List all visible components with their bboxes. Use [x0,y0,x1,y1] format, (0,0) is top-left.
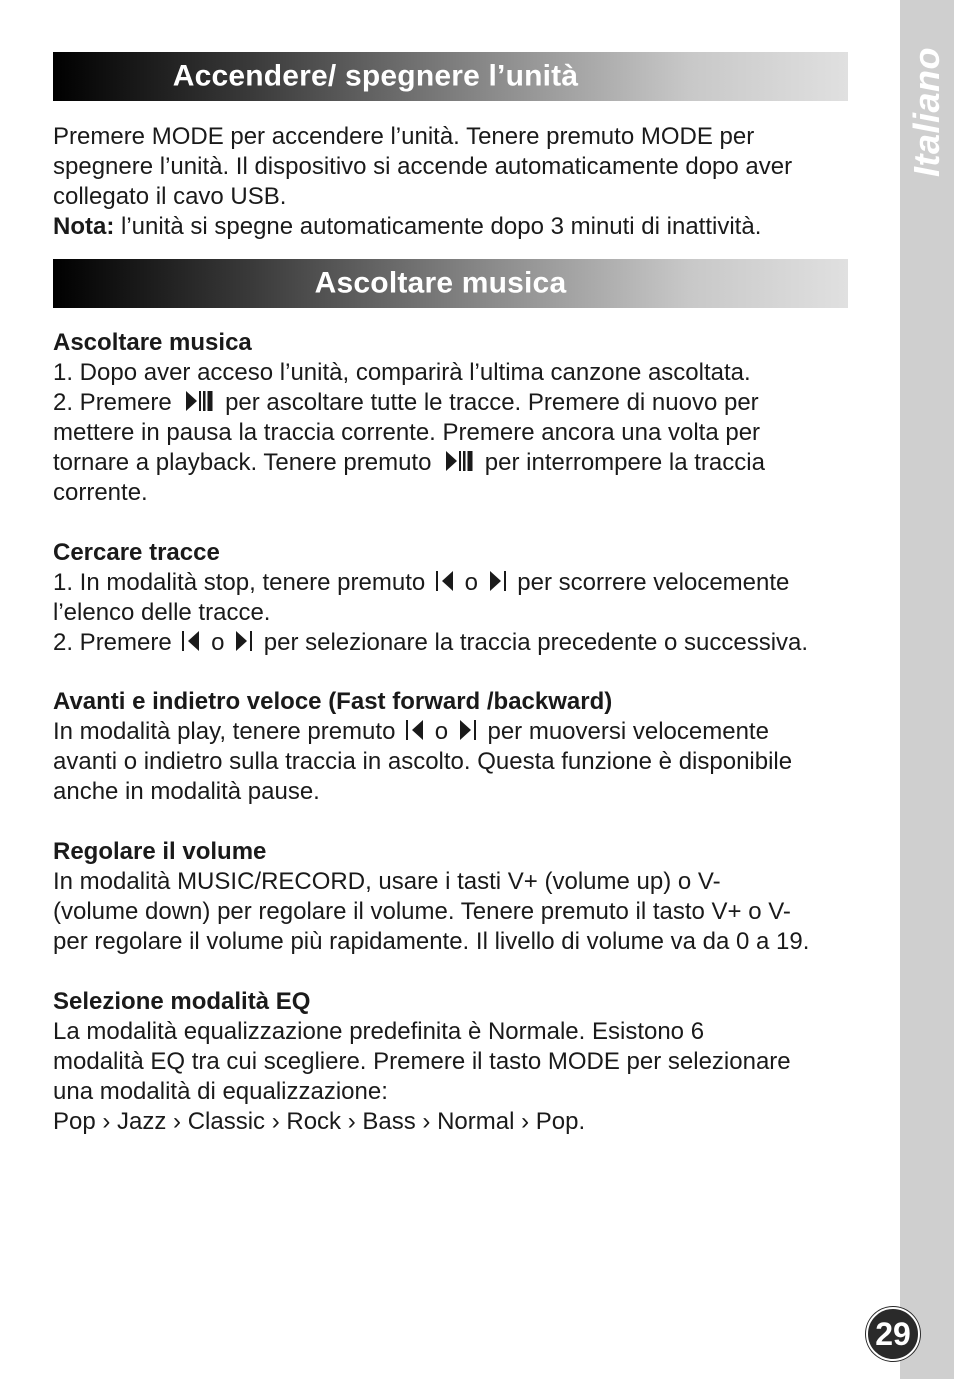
language-label: Italiano [906,46,947,178]
section-title-power: Accendere/ spegnere l’unità [172,58,579,92]
note-label: Nota: [53,213,115,240]
text-line: La modalità equalizzazione predefinita è Normale. Esistono 6 [53,1018,705,1045]
note-line [53,212,853,242]
text-line: una modalità di equalizzazione: [53,1078,388,1105]
text-line [53,388,853,418]
text-fragment: per scorrere velocemente [517,569,790,596]
text-line [53,448,853,478]
power-paragraph [53,122,853,242]
previous-track-icon [404,718,426,742]
text-fragment: In modalità play, tenere premuto [53,718,396,745]
text-line: modalità EQ tra cui scegliere. Premere il tasto MODE per selezionare [53,1048,791,1075]
play-pause-icon [440,449,476,473]
side-tab [900,0,954,1379]
search-block [53,538,853,658]
text-line: per regolare il volume più rapidamente. Il livello di volume va da 0 a 19. [53,928,810,955]
note-text: l’unità si spegne automaticamente dopo 3 minuti di inattività. [114,213,762,240]
text-fragment: o [211,629,225,656]
previous-track-icon [434,569,456,593]
next-track-icon [487,569,509,593]
next-track-icon [457,718,479,742]
subheading-search: Cercare tracce [53,539,220,566]
text-fragment: per selezionare la traccia precedente o successiva. [263,629,809,656]
text-line: mettere in pausa la traccia corrente. Premere ancora una volta per [53,419,761,446]
text-fragment: o [434,718,449,745]
text-line [53,628,853,658]
play-pause-icon [180,389,216,413]
previous-track-icon [180,629,202,653]
listen-block [53,328,853,508]
subheading-listen: Ascoltare musica [53,329,252,356]
text-line: Pop › Jazz › Classic › Rock › Bass › Normal › Pop. [53,1108,586,1135]
text-line: In modalità MUSIC/RECORD, usare i tasti V+ (volume up) o V- [53,868,721,895]
text-fragment: 2. Premere [53,389,172,416]
text-fragment: per interrompere la traccia [484,449,765,476]
text-fragment: tornare a playback. Tenere premuto [53,449,432,476]
text-line [53,717,853,747]
section-title-music: Ascoltare musica [314,265,567,299]
text-line: collegato il cavo USB. [53,183,287,210]
page-number: 29 [866,1307,920,1361]
next-track-icon [233,629,255,653]
subheading-eq: Selezione modalità EQ [53,988,311,1015]
text-line: spegnere l’unità. Il dispositivo si accende automaticamente dopo aver [53,153,793,180]
text-line: avanti o indietro sulla traccia in ascolto. Questa funzione è disponibile [53,748,793,775]
text-line [53,568,853,598]
text-fragment: 1. In modalità stop, tenere premuto [53,569,426,596]
text-line: l’elenco delle tracce. [53,599,271,626]
fast-block [53,687,853,807]
volume-block [53,837,853,957]
text-line: anche in modalità pause. [53,778,320,805]
text-fragment: per ascoltare tutte le tracce. Premere di nuovo per [225,389,759,416]
text-line: Premere MODE per accendere l’unità. Tenere premuto MODE per [53,123,755,150]
text-fragment: 2. Premere [53,629,172,656]
text-fragment: per muoversi velocemente [487,718,769,745]
section-banner-power [53,52,848,101]
text-line: corrente. [53,479,148,506]
subheading-volume: Regolare il volume [53,838,267,865]
text-line: (volume down) per regolare il volume. Tenere premuto il tasto V+ o V- [53,898,791,925]
text-line: 1. Dopo aver acceso l’unità, comparirà l’ultima canzone ascoltata. [53,359,751,386]
subheading-fast: Avanti e indietro veloce (Fast forward /backward) [53,688,613,715]
section-banner-music [53,259,848,308]
text-fragment: o [464,569,478,596]
eq-block [53,987,853,1137]
